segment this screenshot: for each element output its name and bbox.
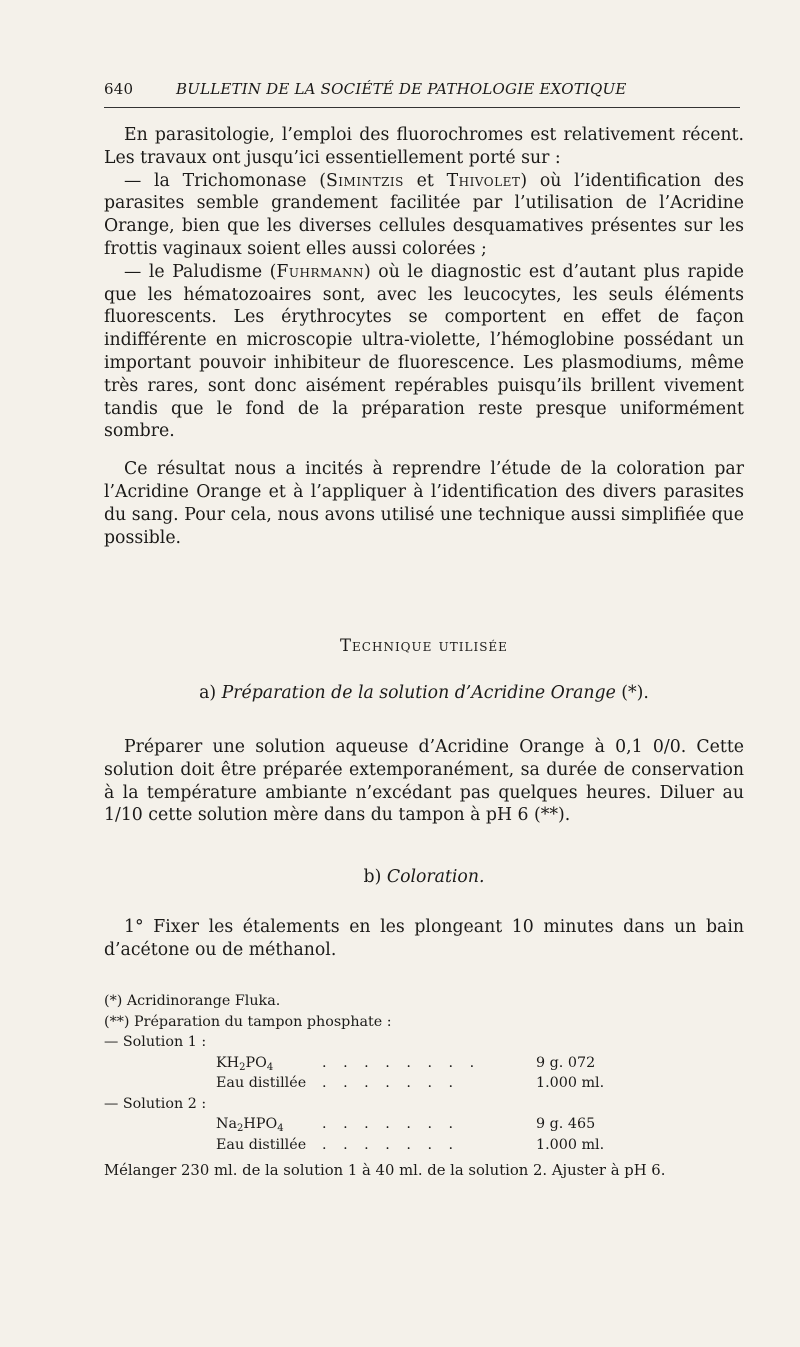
footnotes — [104, 991, 744, 1182]
running-header — [104, 80, 744, 106]
solution-2-label: — Solution 2 : — [104, 1095, 207, 1112]
header-rule — [104, 107, 740, 108]
author-name: Simintzis — [325, 170, 404, 191]
author-name: Thivolet — [446, 170, 521, 191]
mixing-instruction: Mélanger 230 ml. de la solution 1 à 40 ml. de la solution 2. Ajuster à pH 6. — [104, 1162, 666, 1179]
solution-1-water: Eau distillée . . . . . . . 1.000 ml. — [216, 1075, 605, 1091]
solution-1-salt: $KH_2PO_4$ . . . . . . . . 9 g. 072 — [216, 1054, 596, 1073]
paragraph-4: Ce résultat nous a incités à reprendre l’étude de la coloration par l’Acridine Orange et à l’appliquer à l’identification des divers parasites du sang. Pour cela, nous avons utilisé une technique aussi simplifiée que possible. — [104, 459, 744, 548]
subheading-b: b) Coloration. — [363, 867, 485, 887]
preparation-text: Préparer une solution aqueuse d’Acridine Orange à 0,1 0/0. Cette solution doit être préparée extemporanément, sa durée de conservation à la température ambiante n’excédant pas quelques heures. Diluer au 1/10 cette solution mère dans du tampon à pH 6 (**). — [104, 737, 744, 826]
coloration-text: 1° Fixer les étalements en les plongeant 10 minutes dans un bain d’acétone ou de méthanol. — [104, 917, 744, 960]
subheading-a: a) Préparation de la solution d’Acridine Orange (*). — [199, 683, 649, 703]
section-title: Technique utilisée — [340, 636, 508, 655]
paragraph-3: — le Paludisme (Fuhrmann) où le diagnostic est d’autant plus rapide que les hématozoaires sont, avec les leucocytes, les seuls éléments fluorescents. Les érythrocytes se comportent en effet de façon indifférente en microscopie ultra-violette, l’hémoglobine possédant un important pouvoir inhibiteur de fluorescence. Les plasmodiums, même très rares, sont donc aisément repérables puisqu’ils brillent vivement tandis que le fond de la préparation reste presque uniformément sombre. — [104, 261, 744, 442]
solution-2-salt: $Na_2HPO_4$ . . . . . . . 9 g. 465 — [216, 1116, 596, 1134]
author-name: Fuhrmann — [276, 261, 364, 282]
solution-2-water: Eau distillée . . . . . . . 1.000 ml. — [216, 1136, 605, 1153]
paragraph-1: En parasitologie, l’emploi des fluorochromes est relativement récent. Les travaux ont jusqu’ici essentiellement porté sur : — [104, 125, 744, 168]
journal-title: BULLETIN DE LA SOCIÉTÉ DE PATHOLOGIE EXOTIQUE — [176, 80, 627, 98]
page-number: 640 — [104, 80, 134, 98]
paragraph-2: — la Trichomonase (Simintzis et Thivolet) où l’identification des parasites semble grandement facilitée par l’utilisation de l’Acridine Orange, bien que les diverses cellules desquamatives présentes sur les frottis vaginaux soient elles aussi colorées ; — [104, 170, 744, 259]
footnote-2: (**) Préparation du tampon phosphate : — [104, 1013, 392, 1030]
intro-text — [104, 124, 744, 549]
solution-1-label: — Solution 1 : — [104, 1034, 207, 1050]
footnote-1: (*) Acridinorange Fluka. — [104, 993, 281, 1009]
